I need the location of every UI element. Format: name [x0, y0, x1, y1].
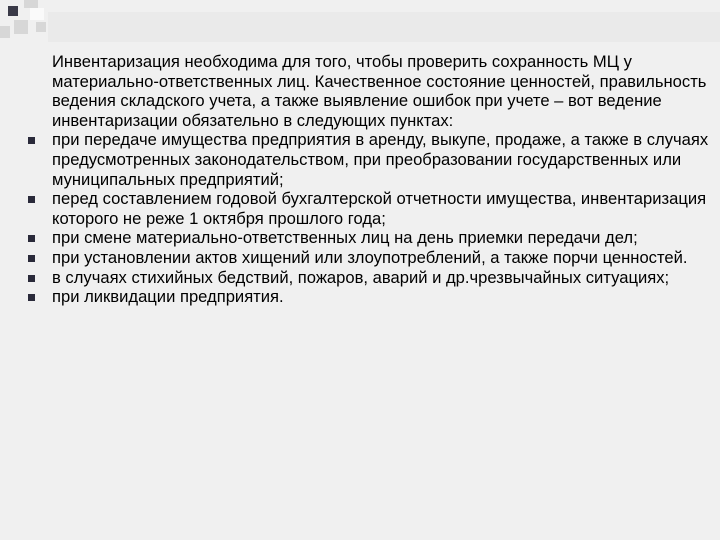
bullet-square-icon — [28, 275, 35, 282]
list-item-text: при передаче имущества предприятия в аренду, выкупе, продаже, а также в случаях предусмотренных законодательством, при преобразовании государственных или муниципальных предприятий; — [52, 130, 709, 189]
list-item — [28, 189, 716, 228]
corner-decoration-square — [0, 26, 10, 38]
intro-paragraph: Инвентаризация необходима для того, чтобы проверить сохранность МЦ у материально-ответственных лиц. Качественное состояние ценностей, правильность ведения складского учета, а также выявление ошибок при учете – вот ведение инвентаризации обязательно в следующих пунктах: — [52, 52, 707, 130]
corner-decoration-square — [8, 6, 18, 16]
bullet-square-icon — [28, 235, 35, 242]
bullet-square-icon — [28, 196, 35, 203]
corner-decoration-square — [24, 0, 38, 8]
list-item — [28, 228, 716, 248]
slide-body — [28, 52, 716, 307]
bullet-square-icon — [28, 255, 35, 262]
bullet-square-icon — [28, 137, 35, 144]
list-item — [28, 130, 716, 189]
list-item-text: при смене материально-ответственных лиц на день приемки передачи дел; — [52, 228, 638, 248]
bullet-list — [28, 130, 716, 306]
corner-decoration-square — [14, 20, 28, 34]
list-item — [28, 287, 716, 307]
header-decoration-bar — [48, 12, 720, 42]
bullet-square-icon — [28, 294, 35, 301]
list-item-text: при ликвидации предприятия. — [52, 287, 284, 307]
list-item-text: при установлении актов хищений или злоупотреблений, а также порчи ценностей. — [52, 247, 688, 267]
corner-decoration-square — [36, 22, 46, 32]
list-item-text: в случаях стихийных бедствий, пожаров, аварий и др.чрезвычайных ситуациях; — [52, 267, 670, 287]
list-item — [28, 248, 716, 268]
list-item — [28, 268, 716, 288]
list-item-text: перед составлением годовой бухгалтерской отчетности имущества, инвентаризация которого не реже 1 октября прошлого года; — [52, 189, 707, 228]
corner-decoration-square — [30, 8, 44, 20]
